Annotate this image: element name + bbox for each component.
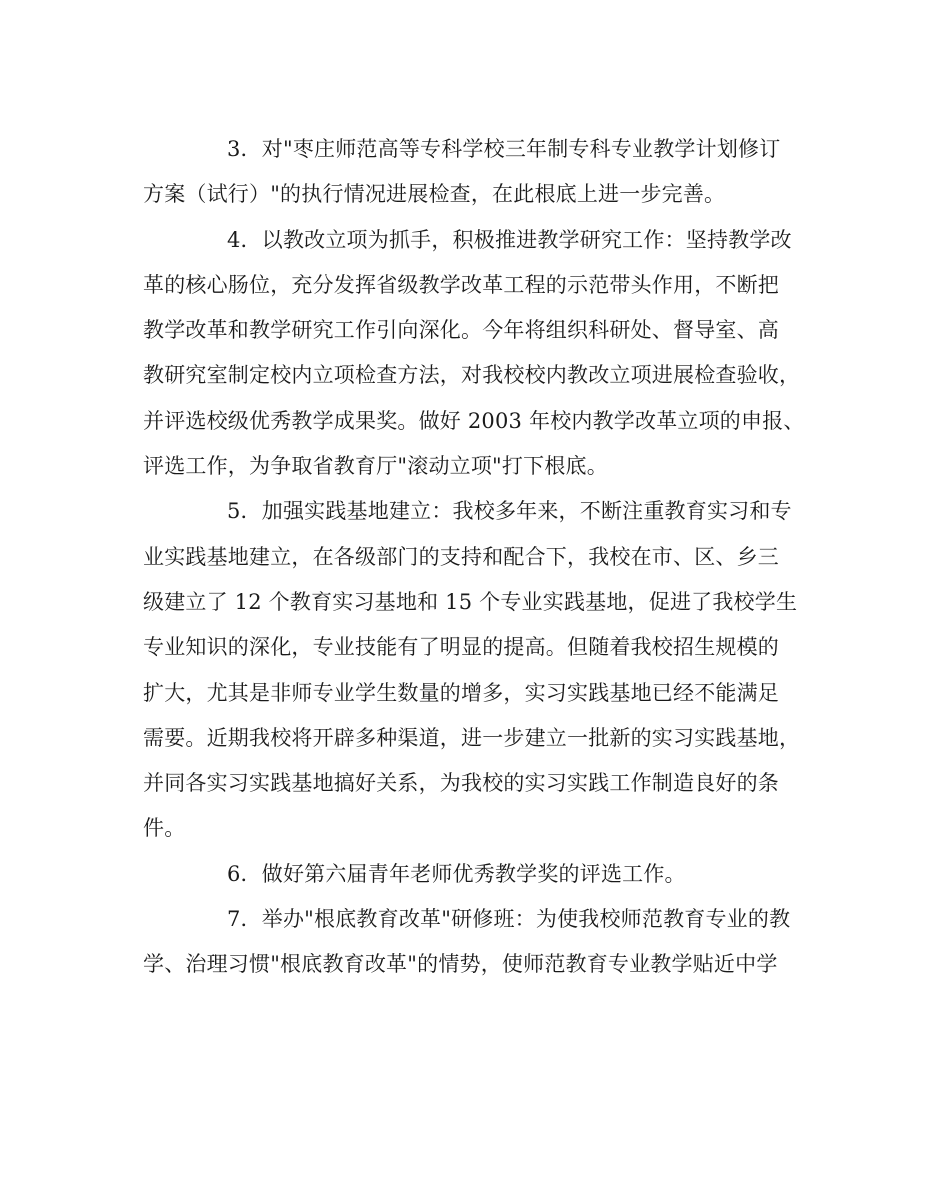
text-line: 教学改革和教学研究工作引向深化。今年将组织科研处、督导室、高 xyxy=(143,318,779,343)
text-line: 级建立了 12 个教育实习基地和 15 个专业实践基地，促进了我校学生 xyxy=(143,589,798,614)
text-line: 件。 xyxy=(143,816,186,841)
text-line: 学、治理习惯"根底教育改革"的情势，使师范教育专业教学贴近中学 xyxy=(143,952,778,977)
text-line: 业实践基地建立，在各级部门的支持和配合下，我校在市、区、乡三 xyxy=(143,544,779,569)
text-line: 评选工作，为争取省教育厅"滚动立项"打下根底。 xyxy=(143,454,608,479)
document-body xyxy=(143,127,807,988)
text-line: 需要。近期我校将开辟多种渠道，进一步建立一批新的实习实践基地， xyxy=(143,725,801,750)
text-line: 方案（试行）"的执行情况进展检查，在此根底上进一步完善。 xyxy=(143,182,726,207)
text-line: 教研究室制定校内立项检查方法，对我校校内教改立项进展检查验收， xyxy=(143,363,801,388)
paragraph-item-4 xyxy=(143,218,807,490)
text-line: 4．以教改立项为抓手，积极推进教学研究工作：坚持教学改 xyxy=(227,227,792,252)
text-line: 扩大，尤其是非师专业学生数量的增多，实习实践基地已经不能满足 xyxy=(143,680,779,705)
paragraph-item-5 xyxy=(143,489,807,851)
text-line: 并评选校级优秀教学成果奖。做好 2003 年校内教学改革立项的申报、 xyxy=(143,408,805,433)
text-line: 6．做好第六届青年老师优秀教学奖的评选工作。 xyxy=(227,861,686,886)
text-line: 革的核心肠位，充分发挥省级教学改革工程的示范带头作用，不断把 xyxy=(143,272,779,297)
paragraph-item-3 xyxy=(143,127,807,218)
text-line: 专业知识的深化，专业技能有了明显的提高。但随着我校招生规模的 xyxy=(143,635,779,660)
text-line: 7．举办"根底教育改革"研修班：为使我校师范教育专业的教 xyxy=(227,907,791,932)
paragraph-item-7 xyxy=(143,897,807,988)
text-line: 并同各实习实践基地搞好关系，为我校的实习实践工作制造良好的条 xyxy=(143,771,779,796)
text-line: 5．加强实践基地建立：我校多年来，不断注重教育实习和专 xyxy=(227,499,792,524)
paragraph-item-6 xyxy=(143,852,807,897)
text-line: 3．对"枣庄师范高等专科学校三年制专科专业教学计划修订 xyxy=(227,137,781,161)
